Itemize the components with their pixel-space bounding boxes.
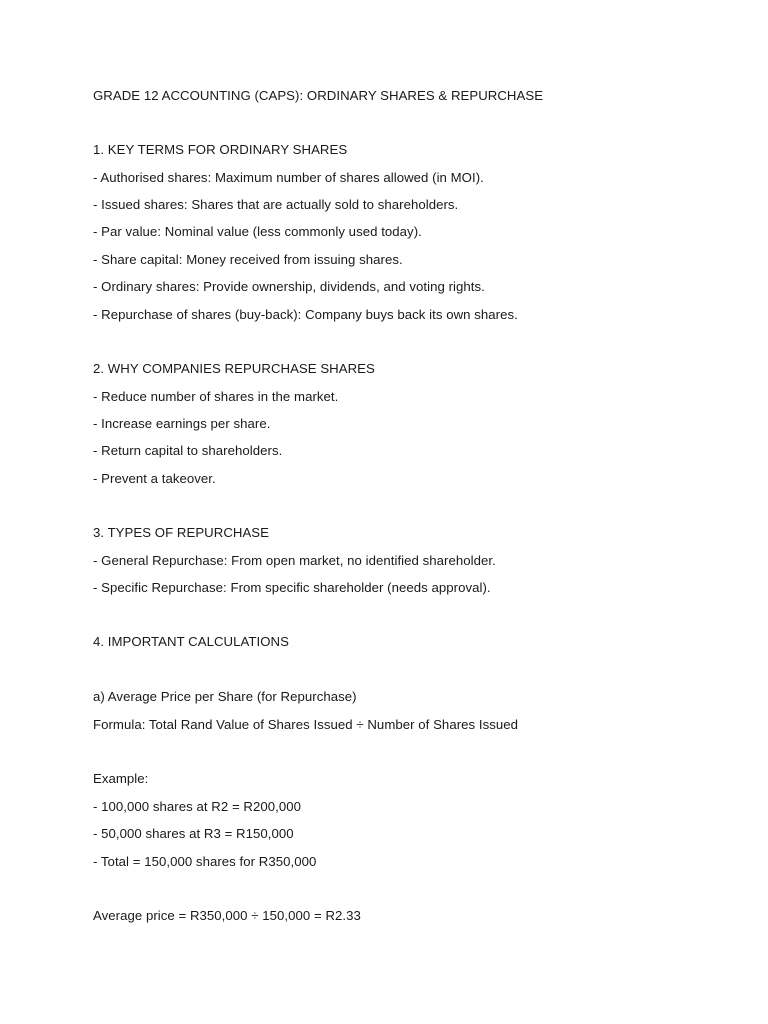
list-item: - Share capital: Money received from issuing shares. (93, 252, 403, 267)
list-item: - Total = 150,000 shares for R350,000 (93, 854, 317, 869)
example-label: Example: (93, 771, 149, 786)
list-item: - Repurchase of shares (buy-back): Company buys back its own shares. (93, 307, 518, 322)
list-item: - Prevent a takeover. (93, 471, 216, 486)
list-item: - Ordinary shares: Provide ownership, dividends, and voting rights. (93, 279, 485, 294)
section-1-heading: 1. KEY TERMS FOR ORDINARY SHARES (93, 142, 348, 157)
section-4-heading: 4. IMPORTANT CALCULATIONS (93, 634, 289, 649)
document-title: GRADE 12 ACCOUNTING (CAPS): ORDINARY SHARES & REPURCHASE (93, 88, 544, 103)
subsection-a-heading: a) Average Price per Share (for Repurchase) (93, 689, 357, 704)
list-item: - Reduce number of shares in the market. (93, 389, 339, 404)
formula-text: Formula: Total Rand Value of Shares Issued ÷ Number of Shares Issued (93, 717, 519, 732)
list-item: - 100,000 shares at R2 = R200,000 (93, 799, 302, 814)
section-2-heading: 2. WHY COMPANIES REPURCHASE SHARES (93, 361, 375, 376)
list-item: - Authorised shares: Maximum number of shares allowed (in MOI). (93, 170, 484, 185)
list-item: - Par value: Nominal value (less commonly used today). (93, 224, 422, 239)
list-item: - 50,000 shares at R3 = R150,000 (93, 826, 294, 841)
list-item: - Increase earnings per share. (93, 416, 271, 431)
list-item: - Specific Repurchase: From specific shareholder (needs approval). (93, 580, 491, 595)
list-item: - General Repurchase: From open market, no identified shareholder. (93, 553, 496, 568)
list-item: - Issued shares: Shares that are actually sold to shareholders. (93, 197, 459, 212)
section-3-heading: 3. TYPES OF REPURCHASE (93, 525, 270, 540)
list-item: - Return capital to shareholders. (93, 443, 283, 458)
result-text: Average price = R350,000 ÷ 150,000 = R2.33 (93, 908, 361, 923)
